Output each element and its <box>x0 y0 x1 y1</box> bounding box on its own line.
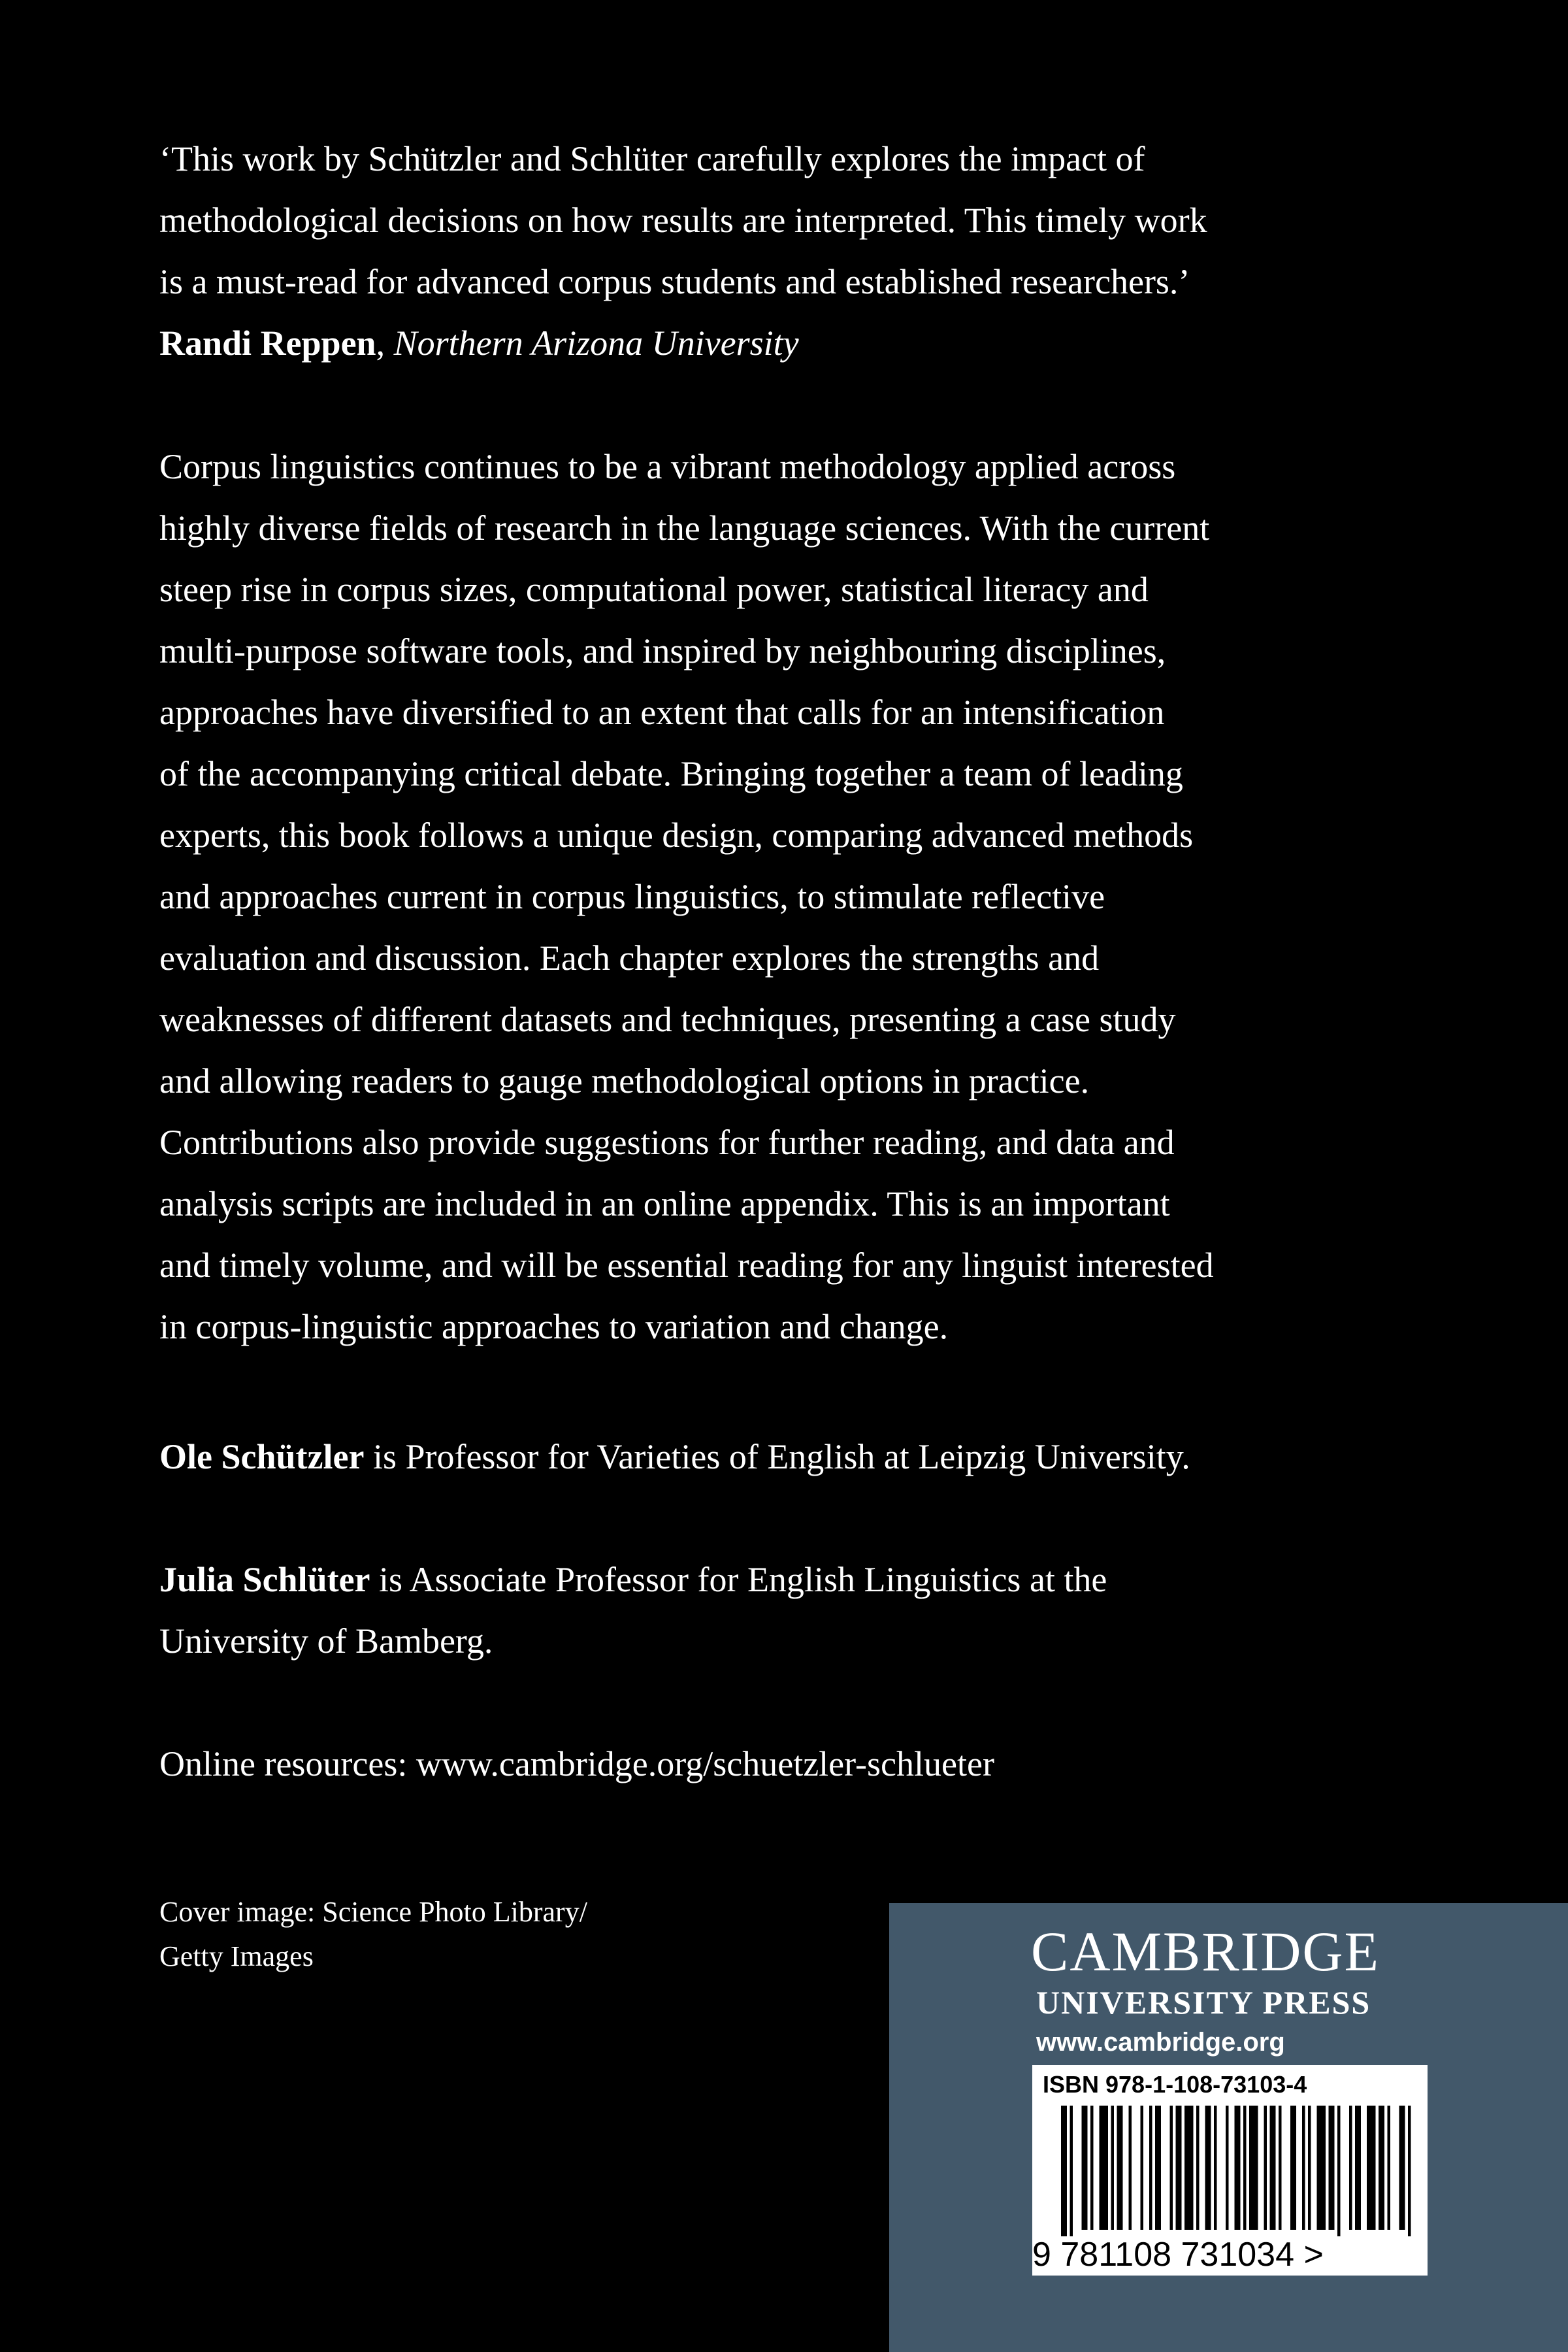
barcode-bar <box>1367 2106 1376 2230</box>
online-resources-text: Online resources: www.cambridge.org/schuetzler-schlueter <box>159 1744 994 1783</box>
barcode-bar <box>1379 2106 1384 2230</box>
barcode-bar <box>1399 2106 1405 2230</box>
barcode-bar <box>1170 2106 1173 2230</box>
ean-digits: 9 781108 731034 > <box>1032 2236 1324 2274</box>
publisher-subtitle: UNIVERSITY PRESS <box>1036 1984 1371 2021</box>
barcode-bar <box>1205 2106 1211 2230</box>
barcode-bar <box>1329 2106 1335 2230</box>
barcode-bar <box>1243 2106 1247 2230</box>
barcode-bar <box>1290 2106 1296 2230</box>
barcode-bar <box>1308 2106 1311 2230</box>
online-resources <box>159 1733 1355 1795</box>
author-name: Ole Schützler <box>159 1437 365 1476</box>
blurb-line: and approaches current in corpus linguistics, to stimulate reflective <box>159 877 1105 916</box>
blurb-line: of the accompanying critical debate. Bringing together a team of leading <box>159 754 1183 793</box>
bio-line <box>159 1426 1355 1487</box>
blurb-line: Corpus linguistics continues to be a vibrant methodology applied across <box>159 447 1176 486</box>
barcode-bar <box>1302 2106 1305 2230</box>
blurb-line: in corpus-linguistic approaches to variation and change. <box>159 1307 949 1346</box>
barcode-bar <box>1149 2106 1152 2230</box>
barcode-bar <box>1337 2106 1341 2236</box>
author-bio-2 <box>159 1549 1355 1672</box>
bio-line <box>159 1549 1355 1610</box>
blurb-line: approaches have diversified to an extent that calls for an intensification <box>159 693 1165 732</box>
barcode-bar <box>1129 2106 1132 2230</box>
credit-line: Getty Images <box>159 1940 314 1972</box>
barcode-bar <box>1117 2106 1123 2230</box>
blurb-line: and allowing readers to gauge methodological options in practice. <box>159 1061 1090 1101</box>
quote-line: ‘This work by Schützler and Schlüter carefully explores the impact of <box>159 139 1145 178</box>
author-bio-1 <box>159 1426 1355 1487</box>
credit-line: Cover image: Science Photo Library/ <box>159 1896 587 1928</box>
blurb-line: steep rise in corpus sizes, computational power, statistical literacy and <box>159 570 1149 609</box>
publisher-url: www.cambridge.org <box>1036 2028 1285 2057</box>
quote-line: is a must-read for advanced corpus students and established researchers.’ <box>159 262 1190 301</box>
blurb-line: experts, this book follows a unique design, comparing advanced methods <box>159 816 1194 855</box>
barcode-bar <box>1408 2106 1411 2236</box>
barcode-bar <box>1226 2106 1229 2230</box>
barcode-bar <box>1184 2106 1194 2230</box>
barcode-bar <box>1249 2106 1258 2230</box>
barcode-bar <box>1214 2106 1217 2230</box>
quote-line: methodological decisions on how results are interpreted. This timely work <box>159 201 1207 240</box>
blurb-line: weaknesses of different datasets and techniques, presenting a case study <box>159 1000 1176 1039</box>
barcode-bar <box>1388 2106 1391 2230</box>
bio-line: University of Bamberg. <box>159 1621 493 1661</box>
blurb-line: highly diverse fields of research in the language sciences. With the current <box>159 508 1210 548</box>
publisher-name: CAMBRIDGE <box>1031 1920 1380 1983</box>
barcode-bar <box>1235 2106 1241 2230</box>
barcode-bar <box>1270 2106 1276 2230</box>
cover-image-credit <box>159 1890 587 1979</box>
blurb-line: evaluation and discussion. Each chapter explores the strengths and <box>159 938 1100 978</box>
endorsement-quote <box>159 128 1355 374</box>
barcode-bar <box>1070 2106 1073 2236</box>
barcode-label <box>1032 2065 1428 2276</box>
barcode-bar <box>1155 2106 1161 2230</box>
blurb-line: and timely volume, and will be essential reading for any linguist interested <box>159 1246 1214 1285</box>
barcode-bar <box>1317 2106 1326 2230</box>
barcode-bar <box>1355 2106 1361 2230</box>
author-name: Julia Schlüter <box>159 1560 370 1599</box>
quote-separator: , <box>376 323 394 363</box>
isbn-number: ISBN 978-1-108-73103-4 <box>1043 2071 1307 2098</box>
quote-affiliation: Northern Arizona University <box>393 323 799 363</box>
barcode-bar <box>1279 2106 1282 2230</box>
barcode-bar <box>1082 2106 1088 2230</box>
barcode-bar <box>1100 2106 1109 2230</box>
blurb-line: Contributions also provide suggestions for further reading, and data and <box>159 1123 1175 1162</box>
publisher-panel <box>889 1903 1568 2352</box>
quote-author: Randi Reppen <box>159 323 376 363</box>
bio-text: is Professor for Varieties of English at Leipzig University. <box>364 1437 1190 1476</box>
barcode-bar <box>1264 2106 1267 2230</box>
book-description <box>159 436 1355 1357</box>
barcode-bar <box>1061 2106 1067 2236</box>
barcode-bar <box>1196 2106 1200 2230</box>
barcode-bar <box>1141 2106 1144 2230</box>
barcode-bar <box>1349 2106 1352 2230</box>
barcode-bar <box>1111 2106 1115 2230</box>
blurb-line: analysis scripts are included in an online appendix. This is an important <box>159 1184 1170 1223</box>
quote-attribution <box>159 312 1355 374</box>
barcode-bar <box>1176 2106 1182 2230</box>
bio-text: is Associate Professor for English Linguistics at the <box>370 1560 1107 1599</box>
barcode-bar <box>1090 2106 1094 2230</box>
blurb-line: multi-purpose software tools, and inspired by neighbouring disciplines, <box>159 631 1166 671</box>
